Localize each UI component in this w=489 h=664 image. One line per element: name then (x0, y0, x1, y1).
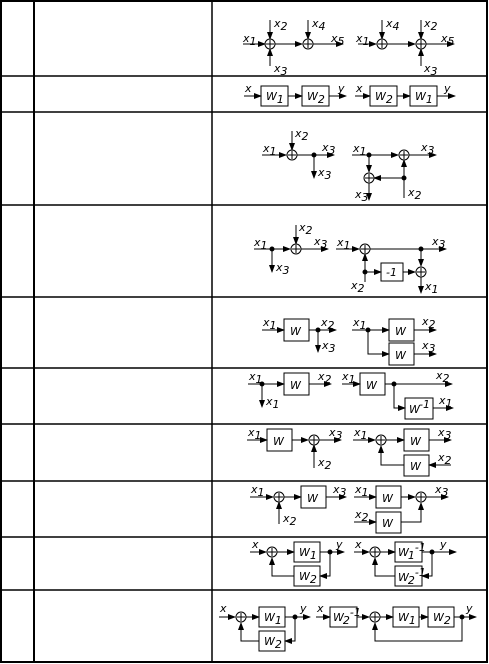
label: x2 (274, 17, 288, 33)
label: x2 (299, 221, 313, 237)
label: x3 (424, 62, 438, 78)
block-label: W (395, 349, 406, 362)
label: x5 (441, 32, 455, 48)
label: x2 (408, 186, 422, 202)
row-1-diagram-left (243, 20, 343, 66)
label: x4 (386, 17, 400, 33)
row-1-labels-right (355, 17, 455, 78)
block-label: W (410, 460, 421, 473)
label: x3 (276, 261, 290, 277)
label: y (300, 602, 307, 615)
row-1-diagram-right (358, 20, 454, 66)
label: x (245, 82, 252, 95)
row-10-labels-right (316, 602, 473, 627)
block-label: W1 (266, 90, 284, 106)
block-label: W2 (264, 635, 282, 651)
label: x3 (355, 188, 369, 204)
row-4-labels-right (336, 235, 446, 296)
label: x2 (321, 316, 335, 332)
label: x1 (342, 370, 356, 386)
row-3-labels-right (352, 141, 435, 204)
label: x1 (356, 32, 370, 48)
label: y (440, 538, 447, 551)
label: x1 (254, 236, 268, 252)
label: x3 (432, 235, 446, 251)
label: x (356, 82, 363, 95)
block-label: W1 (264, 611, 282, 627)
label: x1 (266, 395, 280, 411)
label: x1 (439, 394, 453, 410)
label: x1 (249, 370, 263, 386)
block-label: -1 (386, 266, 397, 279)
label: x1 (263, 316, 277, 332)
label: x2 (318, 456, 332, 472)
block-label: W2 (433, 611, 451, 627)
label: x3 (274, 62, 288, 78)
row-2-diagram-left (244, 86, 346, 106)
label: x3 (421, 141, 435, 157)
label: x3 (322, 141, 336, 157)
row-7-labels-right (353, 426, 452, 473)
label: x2 (318, 370, 332, 386)
row-5-labels-left (262, 316, 336, 355)
label: x1 (425, 280, 439, 296)
label: x3 (438, 426, 452, 442)
label: x1 (251, 483, 265, 499)
row-2-labels-left (244, 82, 345, 106)
block-label: W-1 (409, 398, 430, 416)
label: x3 (422, 339, 436, 355)
label: x5 (331, 32, 345, 48)
label: x3 (314, 235, 328, 251)
label: x1 (354, 426, 368, 442)
row-8-labels-left (250, 483, 347, 528)
row-1-labels-left (242, 17, 345, 78)
block-label: W (410, 435, 421, 448)
label: x1 (353, 142, 367, 158)
label: y (466, 602, 473, 615)
block-label: W (273, 435, 284, 448)
label: y (336, 538, 343, 551)
row-6-labels-left (248, 370, 332, 411)
label: x3 (318, 166, 332, 182)
row-6-labels-right (341, 369, 453, 416)
block-label: W1 (299, 546, 317, 562)
label: x3 (333, 483, 347, 499)
label: x2 (351, 279, 365, 295)
label: y (338, 82, 345, 95)
block-label: W (382, 517, 393, 530)
block-label: W (307, 492, 318, 505)
label: x4 (312, 17, 326, 33)
block-label: W (366, 379, 377, 392)
label: x3 (322, 339, 336, 355)
label: x2 (295, 127, 309, 143)
block-label: W2 (299, 570, 317, 586)
row-2-diagram-right (355, 86, 455, 106)
block-label: W (290, 379, 301, 392)
row-5-labels-right (352, 315, 436, 362)
block-label: W (382, 492, 393, 505)
label: x3 (329, 426, 343, 442)
label: x1 (337, 236, 351, 252)
label: x1 (263, 142, 277, 158)
label: x3 (435, 483, 449, 499)
block-label: W2 (375, 90, 393, 106)
label: x1 (243, 32, 257, 48)
block-label: W1-1 (398, 541, 426, 562)
label: x1 (248, 426, 262, 442)
label: x (220, 602, 227, 615)
label: x2 (438, 451, 452, 467)
label: x (252, 538, 259, 551)
block-label: W1 (415, 90, 433, 106)
block-label: W2-1 (398, 566, 426, 587)
block-label: W (395, 325, 406, 338)
label: x2 (283, 512, 297, 528)
label: y (444, 82, 451, 95)
label: x1 (355, 483, 369, 499)
row-7-diagram-right (353, 429, 451, 476)
label: x2 (436, 369, 450, 385)
label: x (355, 538, 362, 551)
label: x2 (422, 315, 436, 331)
label: x2 (424, 17, 438, 33)
block-label: W2 (307, 90, 325, 106)
label: x (317, 602, 324, 615)
block-label: W2-1 (333, 606, 361, 627)
block-label: W (290, 325, 301, 338)
label: x2 (355, 508, 369, 524)
block-label: W1 (398, 611, 416, 627)
row-9-diagram-left (250, 542, 344, 586)
row-7-labels-left (247, 426, 343, 472)
label: x1 (353, 316, 367, 332)
